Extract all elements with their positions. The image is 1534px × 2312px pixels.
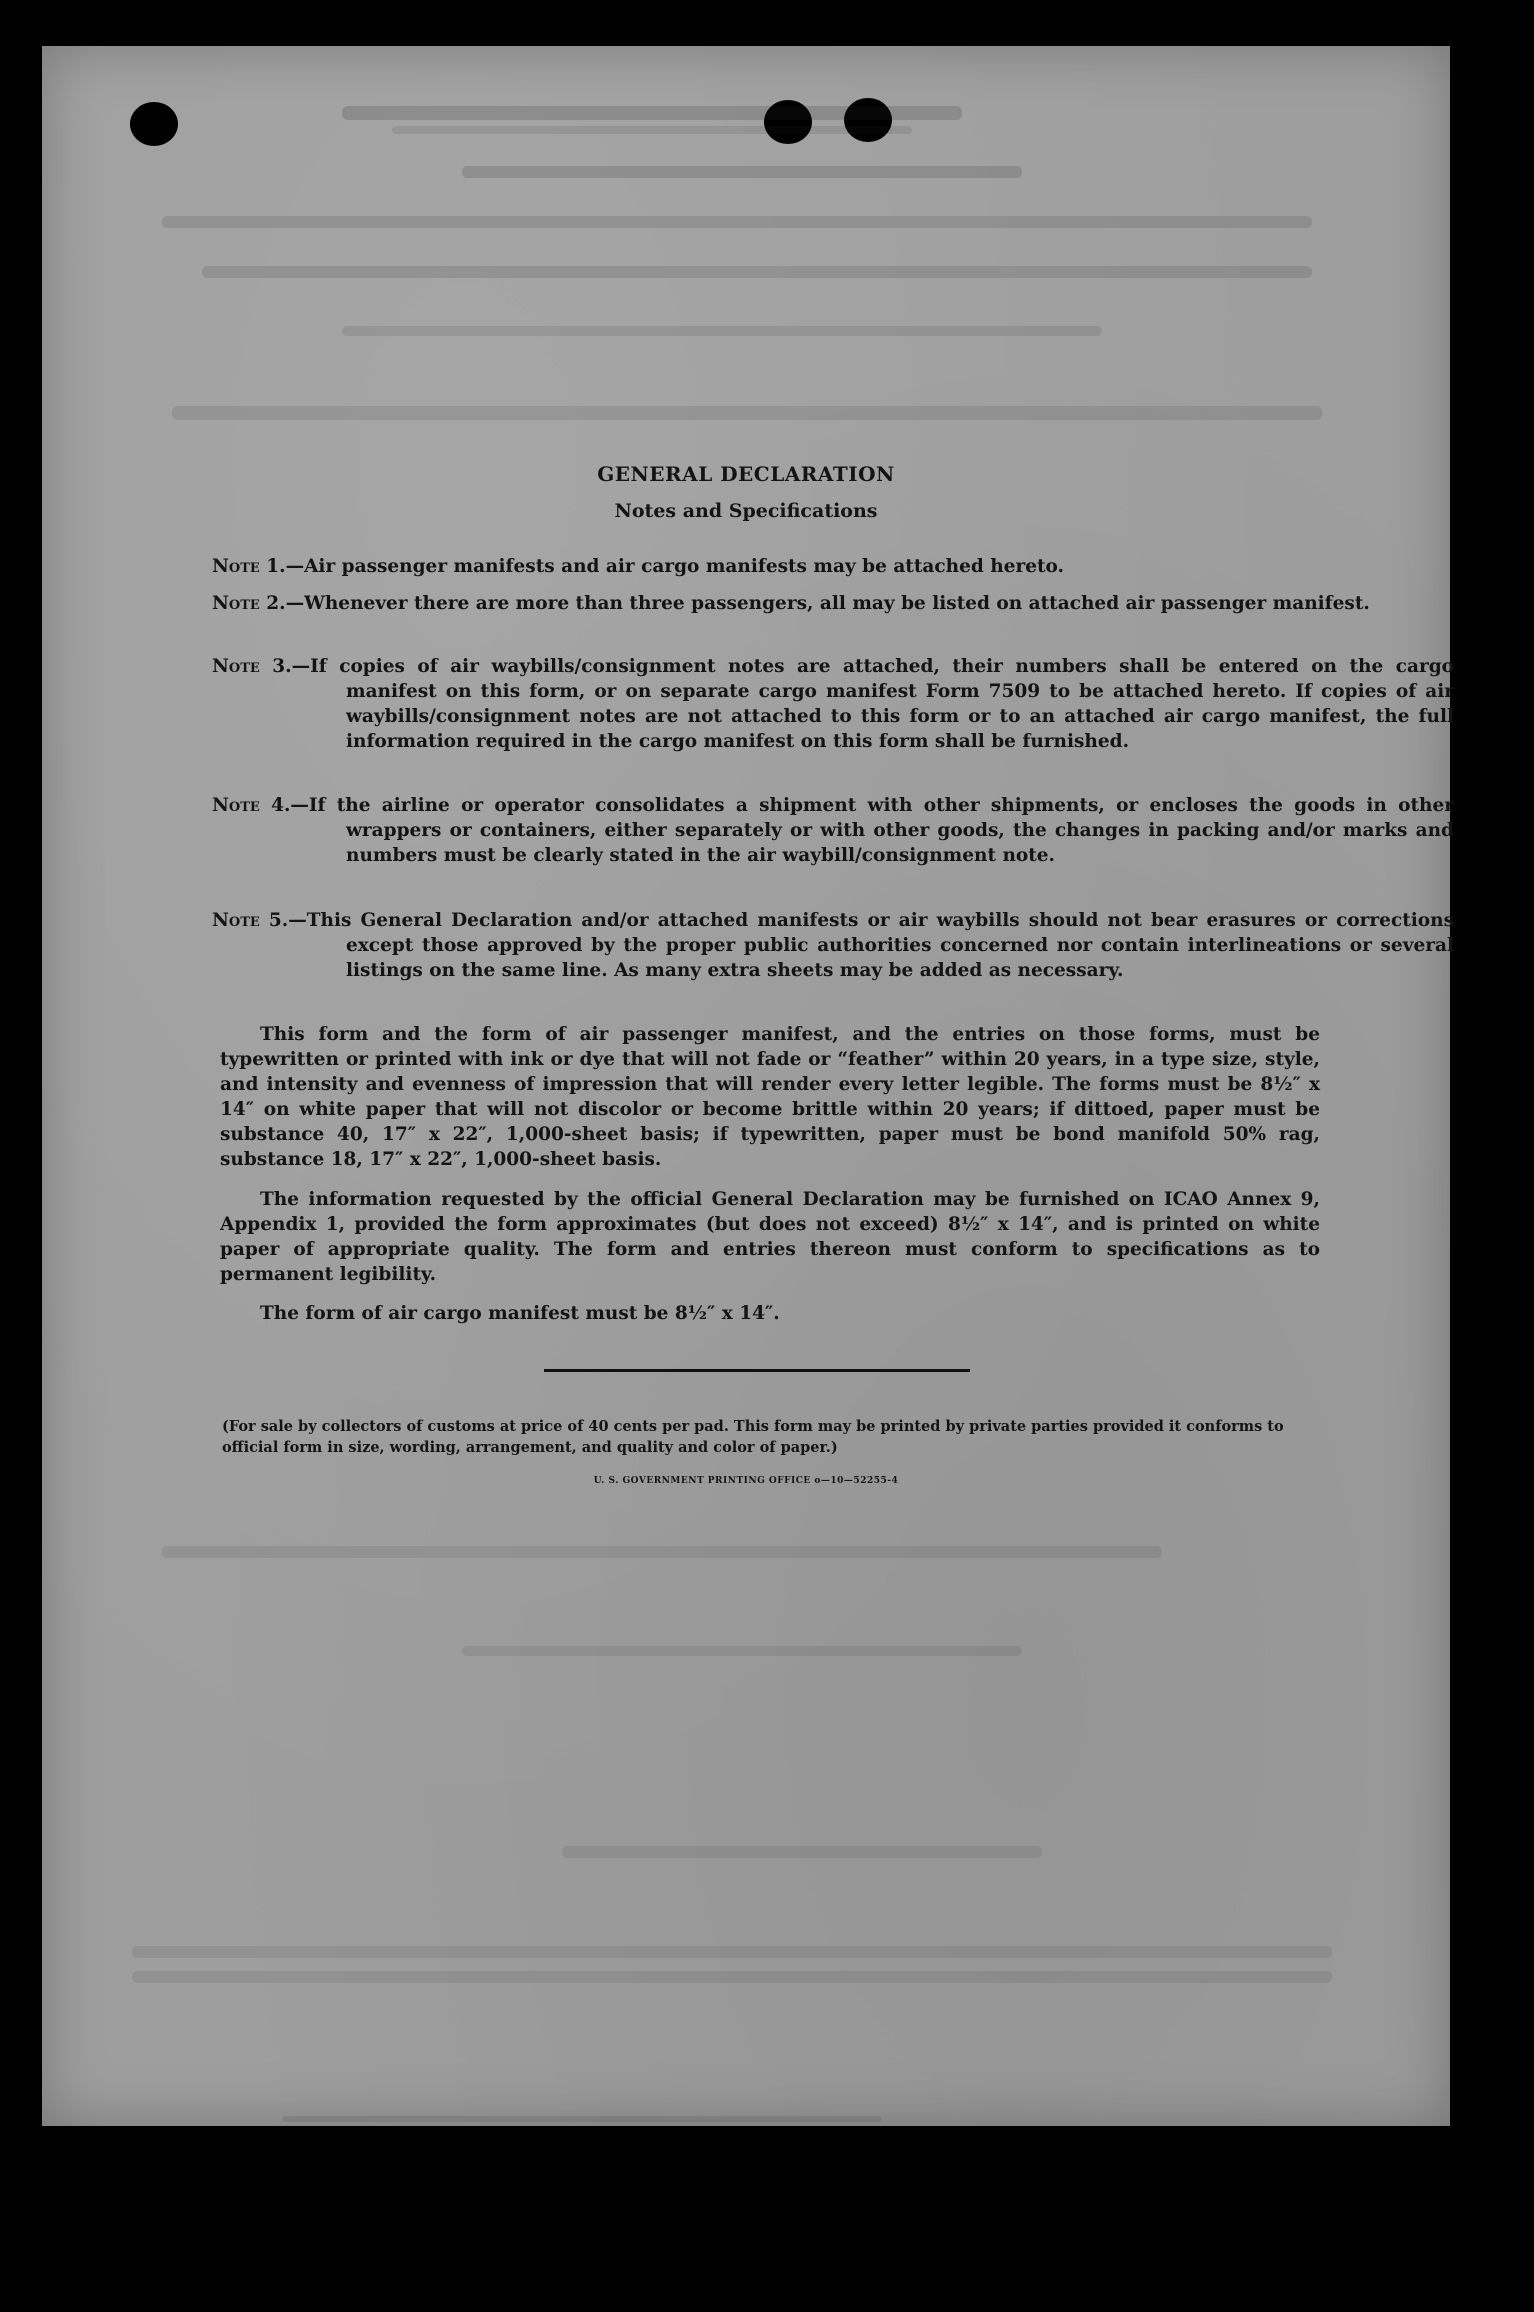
note-text: If copies of air waybills/consignment notes are attached, their numbers shall be entered on the cargo manifest on this form, or on separate cargo manifest Form 7509 to be attached hereto. If copies of air waybills/consignment notes are not attached to this form or to an attached air cargo manifest, the full information required in the cargo manifest on this form shall be furnished. — [310, 656, 1454, 752]
divider-rule — [544, 1369, 970, 1372]
document-page — [42, 46, 1454, 2126]
note-1 — [212, 554, 1454, 579]
page-subtitle: Notes and Specifications — [614, 500, 878, 522]
paragraph-icao: The information requested by the official General Declaration may be furnished on ICAO Annex 9, Appendix 1, provided the form approximates (but does not exceed) 8½″ x 14″, and is printed on white paper of appropriate quality. The form and entries thereon must conform to specifications as to permanent legibility. — [220, 1189, 1320, 1285]
note-text: Whenever there are more than three passengers, all may be listed on attached air passenger manifest. — [304, 593, 1370, 614]
note-text: If the airline or operator consolidates a shipment with other shipments, or encloses the goods in other wrappers or containers, either separately or with other goods, the changes in packing and/or marks and numbers must be clearly stated in the air waybill/consignment note. — [308, 795, 1454, 866]
paragraph-cargo-manifest: The form of air cargo manifest must be 8½″ x 14″. — [260, 1303, 780, 1324]
note-text: Air passenger manifests and air cargo manifests may be attached hereto. — [304, 556, 1064, 577]
sale-notice: (For sale by collectors of customs at price of 40 cents per pad. This form may be printed by private parties provided it conforms to official form in size, wording, arrangement, and quality and color of paper.) — [222, 1418, 1284, 1456]
note-4 — [212, 793, 1454, 868]
note-number: Note 5.— — [212, 910, 307, 931]
note-text: This General Declaration and/or attached manifests or air waybills should not bear erasures or corrections except those approved by the proper public authorities concerned nor contain interlineations or several listings on the same line. As many extra sheets may be added as necessary. — [306, 910, 1454, 981]
note-3 — [212, 654, 1454, 754]
page-title: GENERAL DECLARATION — [597, 462, 895, 486]
document-content — [42, 46, 1454, 2126]
note-2 — [212, 591, 1454, 616]
paragraph-form-requirements: This form and the form of air passenger manifest, and the entries on those forms, must be typewritten or printed with ink or dye that will not fade or “feather” within 20 years, in a type size, style, and intensity and evenness of impression that will render every letter legible. The forms must be 8½″ x 14″ on white paper that will not discolor or become brittle within 20 years; if dittoed, paper must be substance 40, 17″ x 22″, 1,000-sheet basis; if typewritten, paper must be bond manifold 50% rag, substance 18, 17″ x 22″, 1,000-sheet basis. — [220, 1024, 1320, 1170]
note-number: Note 2.— — [212, 593, 305, 614]
note-number: Note 4.— — [212, 795, 309, 816]
note-number: Note 1.— — [212, 556, 305, 577]
note-5 — [212, 908, 1454, 983]
printer-imprint: U. S. GOVERNMENT PRINTING OFFICE o—10—52255-4 — [593, 1476, 899, 1486]
note-number: Note 3.— — [212, 656, 311, 677]
